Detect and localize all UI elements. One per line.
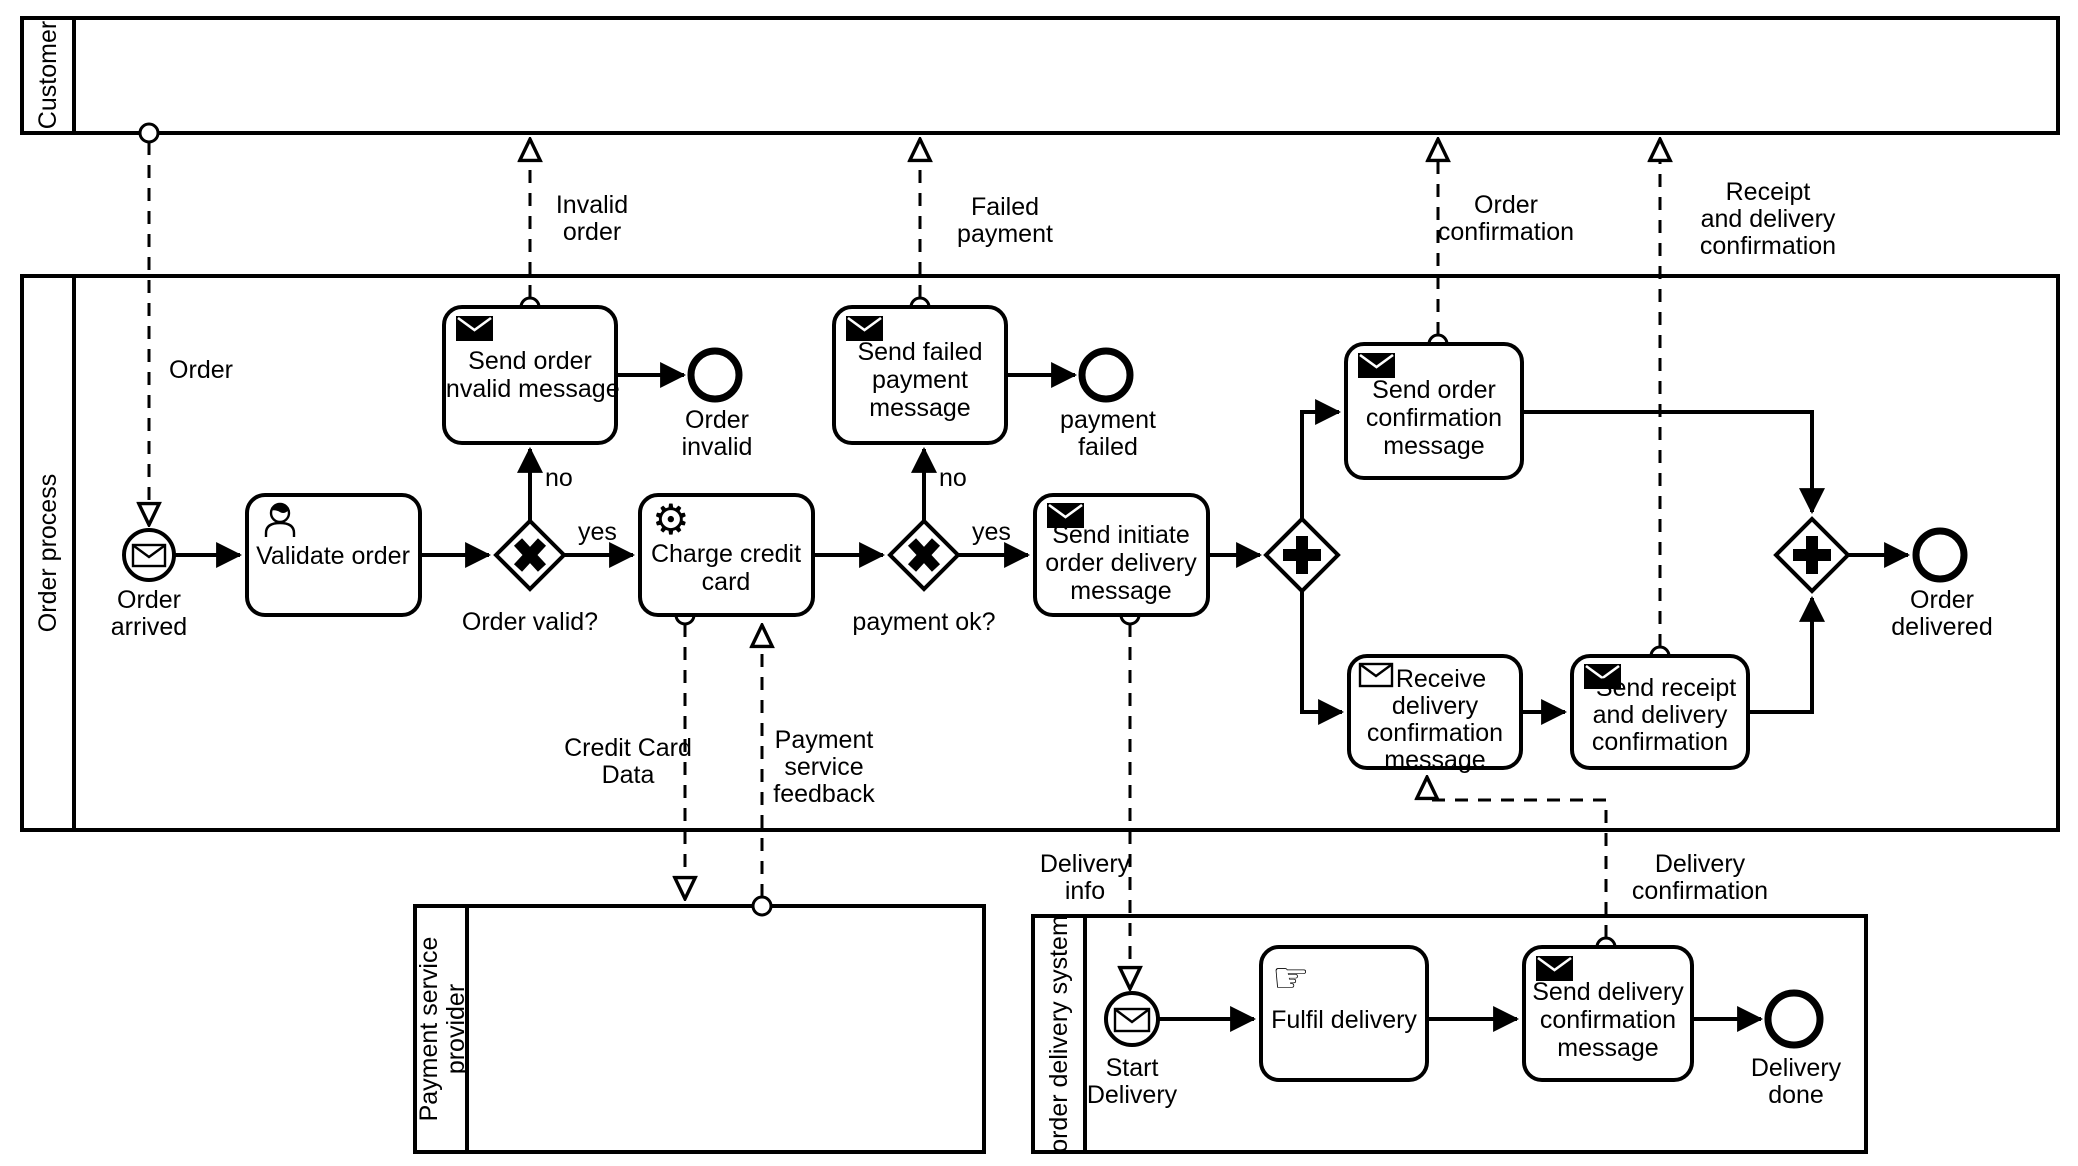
gear-icon: ⚙ xyxy=(652,496,690,543)
task-label: Send delivery xyxy=(1532,978,1684,1006)
message-flow-label: Credit Card xyxy=(564,734,692,762)
message-source-dot xyxy=(753,897,771,915)
task-label: and delivery xyxy=(1592,701,1728,729)
task-label: payment xyxy=(872,366,968,394)
task-label: Send receipt xyxy=(1595,674,1737,702)
message-flow-label: Data xyxy=(601,761,655,789)
send-message-icon xyxy=(456,316,493,341)
message-flow-label: service xyxy=(784,753,864,781)
task-label: invalid message xyxy=(440,375,620,403)
event-label: Order xyxy=(685,406,749,434)
task-label: order delivery xyxy=(1045,549,1197,577)
task-label: Fulfil delivery xyxy=(1271,1006,1417,1034)
task-label: message xyxy=(1384,746,1486,774)
event-label: delivered xyxy=(1891,613,1993,641)
task-label: delivery xyxy=(1391,692,1479,720)
gateway-label: payment ok? xyxy=(852,608,996,636)
event-label: failed xyxy=(1078,433,1138,461)
event-label: payment xyxy=(1060,406,1156,434)
task-label: Validate order xyxy=(256,542,410,570)
task-label: Send initiate xyxy=(1052,521,1190,549)
task-validate-order[interactable] xyxy=(247,495,420,615)
message-flow-label: payment xyxy=(957,220,1053,248)
gateway-label: Order valid? xyxy=(461,608,599,636)
manual-hand-icon: ☞ xyxy=(1272,954,1310,1001)
pool-payment-provider-label-line: provider xyxy=(442,983,470,1075)
event-label: Delivery xyxy=(1750,1054,1842,1082)
task-label: message xyxy=(1070,577,1172,605)
task-label: message xyxy=(869,394,971,422)
event-label: Delivery xyxy=(1086,1081,1178,1109)
message-flow-label: Failed xyxy=(970,193,1040,221)
pool-customer-label: Customer xyxy=(34,20,62,130)
pool-order-delivery-system[interactable] xyxy=(1033,915,1866,1153)
task-send-delivery-confirmation-message[interactable] xyxy=(1524,947,1692,1080)
send-message-icon xyxy=(1358,353,1395,378)
event-label: Start xyxy=(1105,1054,1159,1082)
message-flow-label: info xyxy=(1064,877,1106,905)
task-label: confirmation xyxy=(1591,728,1729,756)
task-charge-credit-card[interactable] xyxy=(640,495,813,615)
message-flow-label: Receipt xyxy=(1725,178,1811,206)
gateway-yes-label: yes xyxy=(972,518,1011,546)
task-send-order-invalid-message[interactable] xyxy=(440,307,619,443)
event-label: done xyxy=(1768,1081,1824,1109)
task-send-receipt-and-delivery-confirmation[interactable] xyxy=(1572,656,1748,768)
message-flow-label: confirmation xyxy=(1699,232,1837,260)
message-flow-label: Delivery xyxy=(1039,850,1131,878)
gateway-yes-label: yes xyxy=(578,518,617,546)
task-send-order-confirmation-message[interactable] xyxy=(1346,344,1522,478)
message-flow-label: order xyxy=(562,218,622,246)
event-label: Order xyxy=(1910,586,1974,614)
task-label: card xyxy=(701,568,751,596)
task-send-initiate-order-delivery-message[interactable] xyxy=(1035,495,1208,615)
event-label: invalid xyxy=(681,433,753,461)
task-label: confirmation xyxy=(1366,719,1504,747)
pool-order-process-label: Order process xyxy=(34,473,62,633)
message-flow-label: confirmation xyxy=(1437,218,1575,246)
message-flow-label: confirmation xyxy=(1631,877,1769,905)
task-label: Send order xyxy=(468,347,592,375)
task-label: message xyxy=(1557,1034,1659,1062)
pool-payment-service-provider[interactable] xyxy=(415,906,984,1152)
task-label: Charge credit xyxy=(650,540,802,568)
task-label: message xyxy=(1383,432,1485,460)
gateway-no-label: no xyxy=(939,464,967,492)
task-send-failed-payment-message[interactable] xyxy=(834,307,1006,443)
message-flow-label: feedback xyxy=(773,780,875,808)
message-source-dot xyxy=(140,124,158,142)
task-label: confirmation xyxy=(1539,1006,1677,1034)
gateway-no-label: no xyxy=(545,464,573,492)
task-label: Send order xyxy=(1372,376,1496,404)
task-label: Send failed xyxy=(857,338,983,366)
task-fulfil-delivery[interactable] xyxy=(1261,947,1427,1080)
task-label: Receive xyxy=(1395,665,1487,693)
message-flow-label: Delivery xyxy=(1654,850,1746,878)
task-label: confirmation xyxy=(1365,404,1503,432)
message-flow-label: Payment xyxy=(774,726,874,754)
pool-customer[interactable] xyxy=(22,18,2058,133)
message-flow-label: Order xyxy=(169,356,233,384)
message-flow-label: Order xyxy=(1474,191,1538,219)
pool-delivery-system-label: order delivery system xyxy=(1045,915,1073,1153)
message-flow-label: Invalid xyxy=(555,191,629,219)
event-label: Order xyxy=(117,586,181,614)
message-flow-label: and delivery xyxy=(1700,205,1836,233)
task-receive-delivery-confirmation-message[interactable] xyxy=(1349,656,1521,774)
event-label: arrived xyxy=(110,613,188,641)
pool-payment-provider-label-line: Payment service xyxy=(415,936,443,1122)
